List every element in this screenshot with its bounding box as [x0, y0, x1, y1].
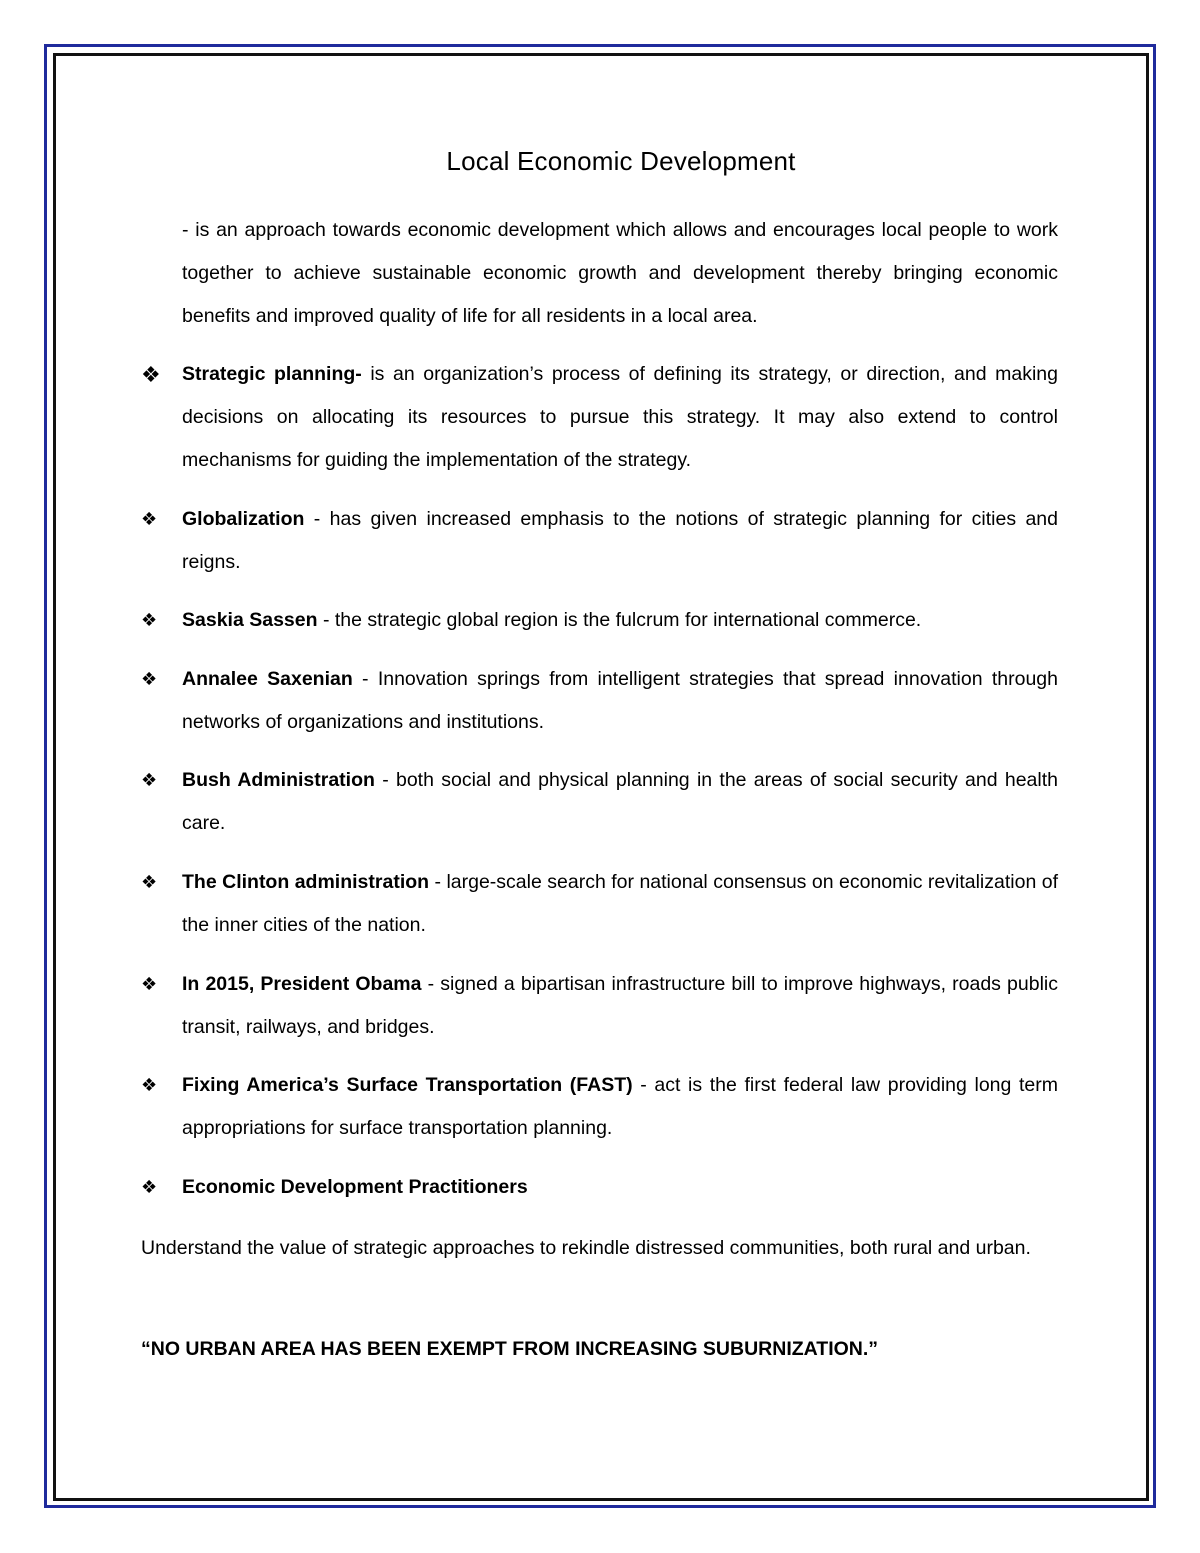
page-title: Local Economic Development: [446, 146, 796, 176]
list-item-text: [182, 1064, 1058, 1150]
list-item-term: Bush Administration: [182, 769, 375, 791]
list-item-description: - the strategic global region is the fulcrum for international commerce.: [317, 609, 922, 631]
list-item-text: [182, 599, 1058, 642]
list-item-term: Strategic planning-: [182, 363, 362, 385]
list-item-description: - large-scale search for national consensus on economic revitalization of the inner cities of the nation.: [182, 871, 1059, 936]
list-item-term: Economic Development Practitioners: [182, 1176, 528, 1198]
bullet-marker-icon: ❖: [141, 974, 158, 994]
list-item-term: In 2015, President Obama: [182, 973, 422, 995]
closing-quote: “NO URBAN AREA HAS BEEN EXEMPT FROM INCREASING SUBURNIZATION.”: [141, 1338, 879, 1360]
list-item-description: - act is the first federal law providing long term appropriations for surface transportation planning.: [182, 1074, 1059, 1139]
list-item-text: [182, 658, 1058, 744]
list-item-term: Saskia Sassen: [182, 609, 318, 631]
list-item-text: [182, 353, 1058, 482]
list-item-description: - Innovation springs from intelligent strategies that spread innovation through networks of organizations and institutions.: [182, 668, 1058, 733]
bullet-marker-icon: ❖: [141, 770, 158, 790]
bullet-marker-icon: ❖: [141, 610, 158, 630]
list-item-text: [182, 963, 1058, 1049]
intro-paragraph: - is an approach towards economic development which allows and encourages local people to work together to achieve sustainable economic growth and development thereby bringing economic benefits and improved quality of life for all residents in a local area.: [182, 219, 1058, 327]
bullet-marker-icon: ❖: [141, 1075, 158, 1095]
list-item-description: - both social and physical planning in the areas of social security and health care.: [182, 769, 1058, 834]
closing-paragraph: Understand the value of strategic approaches to rekindle distressed communities, both rural and urban.: [141, 1237, 1031, 1259]
list-item-term: Annalee Saxenian: [182, 668, 353, 690]
list-item-term: Globalization: [182, 508, 305, 530]
list-item-description: - signed a bipartisan infrastructure bill to improve highways, roads public transit, railways, and bridges.: [182, 973, 1058, 1038]
list-item-term: Fixing America’s Surface Transportation (FAST): [182, 1074, 633, 1096]
list-item-text: [182, 861, 1058, 947]
list-item-term: The Clinton administration: [182, 871, 430, 893]
list-item-text: [182, 1166, 1058, 1209]
bullet-marker-icon: ❖: [141, 669, 158, 689]
bullet-marker-icon: ❖: [141, 509, 158, 529]
list-item-text: [182, 759, 1058, 845]
bullet-marker-icon: ❖: [141, 872, 158, 892]
bullet-marker-icon: ❖: [141, 362, 161, 387]
list-item-description: is an organization’s process of defining its strategy, or direction, and making decisions on allocating its resources to pursue this strategy. It may also extend to control mechanisms for guiding the implementation of the strategy.: [182, 363, 1058, 471]
list-item-text: [182, 498, 1058, 584]
bullet-marker-icon: ❖: [141, 1177, 158, 1197]
list-item-description: - has given increased emphasis to the notions of strategic planning for cities and reigns.: [182, 508, 1058, 573]
